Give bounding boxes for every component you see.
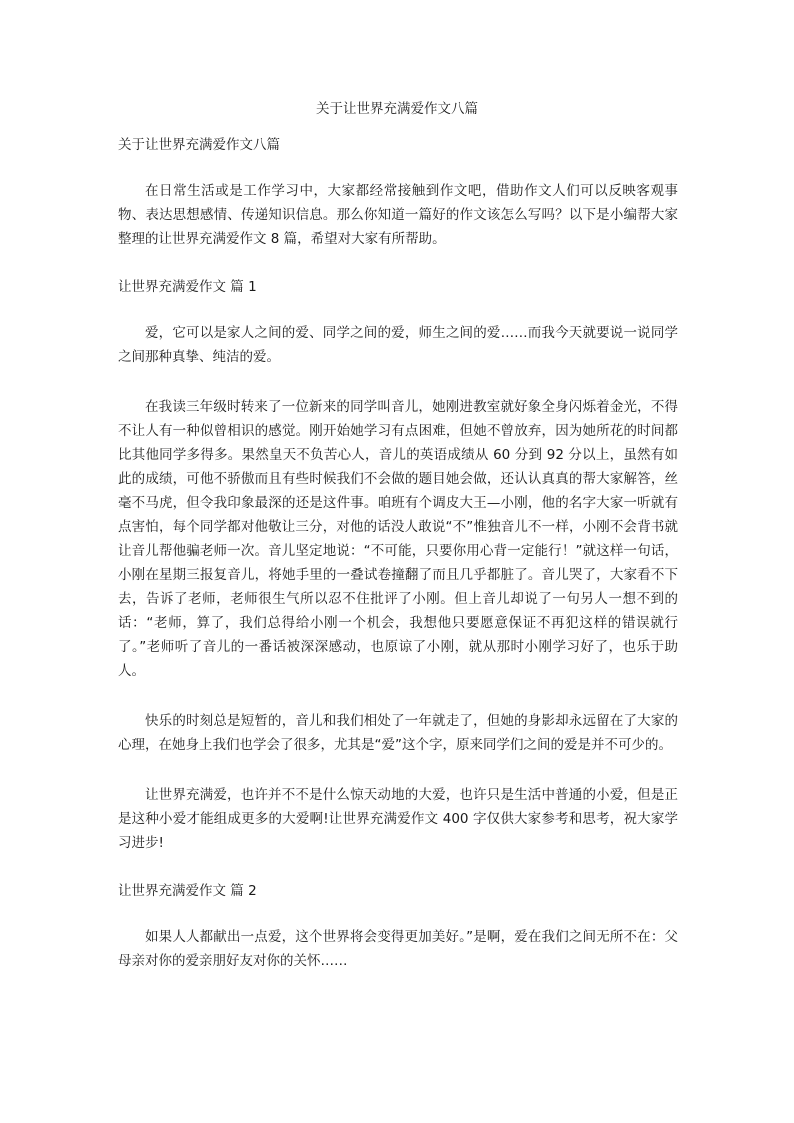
section-1-paragraph-1: 爱，它可以是家人之间的爱、同学之间的爱，师生之间的爱……而我今天就要说一说同学之间那种真挚、纯洁的爱。 [118, 325, 678, 365]
document-body [118, 136, 678, 973]
section-1-paragraph-2: 在我读三年级时转来了一位新来的同学叫音儿，她刚进教室就好象全身闪烁着金光，不得不让人有一种似曾相识的感觉。刚开始她学习有点困难，但她不曾放弃，因为她所花的时间都比其他同学多得多。果然皇天不负苦心人，音儿的英语成绩从 60 分到 92 分以上，虽然有如此的成绩，可他不骄傲而且有些时候我们不会做的题目她会做，还认认真真的帮大家解答，丝毫不马虎，但令我印象最深的还是这件事。咱班有个调皮大王—小刚，他的名字大家一听就有点害怕，每个同学都对他敬让三分，对他的话没人敢说“不”惟独音儿不一样，小刚不会背书就让音儿帮他骗老师一次。音儿坚定地说：“不可能，只要你用心背一定能行！”就这样一句话，小刚在星期三报复音儿，将她手里的一叠试卷撞翻了而且几乎都脏了。音儿哭了，大家看不下去，告诉了老师，老师很生气所以忍不住批评了小刚。但上音儿却说了一句另人一想不到的话：“老师，算了，我们总得给小刚一个机会，我想他只要愿意保证不再犯这样的错误就行了。”老师听了音儿的一番话被深深感动，也原谅了小刚，就从那时小刚学习好了，也乐于助人。 [118, 399, 678, 679]
intro-paragraph: 在日常生活或是工作学习中，大家都经常接触到作文吧，借助作文人们可以反映客观事物、表达思想感情、传递知识信息。那么你知道一篇好的作文该怎么写吗？以下是小编帮大家整理的让世界充满爱作文 8 篇，希望对大家有所帮助。 [118, 183, 678, 247]
section-heading-2: 让世界充满爱作文 篇 2 [118, 883, 257, 899]
section-2-paragraph-1: 如果人人都献出一点爱，这个世界将会变得更加美好。”是啊，爱在我们之间无所不在：父母亲对你的爱亲朋好友对你的关怀…… [118, 929, 678, 969]
section-heading-1: 让世界充满爱作文 篇 1 [118, 279, 257, 295]
document-subtitle: 关于让世界充满爱作文八篇 [118, 137, 280, 153]
section-1-paragraph-4: 让世界充满爱，也许并不不是什么惊天动地的大爱，也许只是生活中普通的小爱，但是正是这种小爱才能组成更多的大爱啊!让世界充满爱作文 400 字仅供大家参考和思考，祝大家学习进步! [118, 787, 678, 851]
document-title: 关于让世界充满爱作文八篇 [316, 101, 478, 117]
section-1-paragraph-3: 快乐的时刻总是短暂的，音儿和我们相处了一年就走了，但她的身影却永远留在了大家的心理，在她身上我们也学会了很多，尤其是“爱”这个字，原来同学们之间的爱是并不可少的。 [118, 713, 678, 753]
